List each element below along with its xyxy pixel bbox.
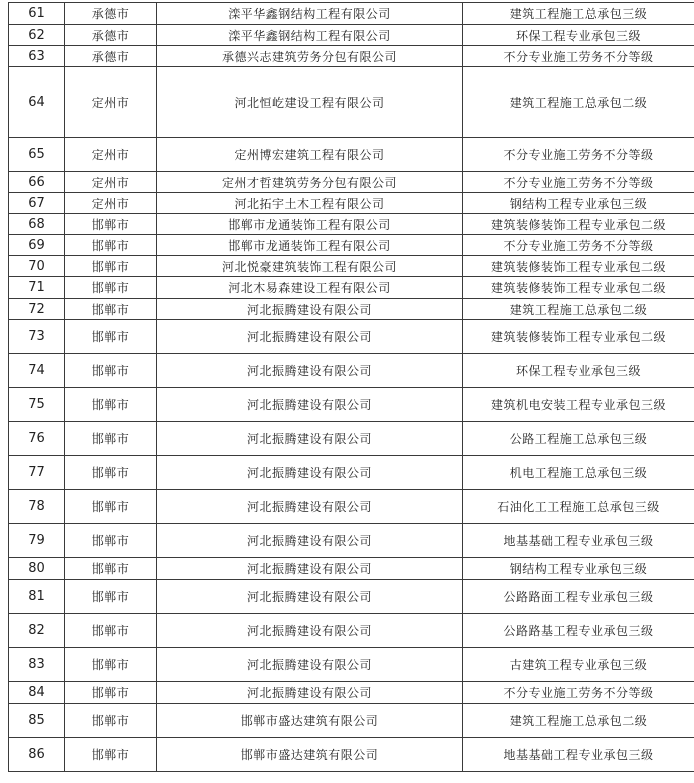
- table-row: [9, 354, 694, 388]
- qualification-cell: 不分专业施工劳务不分等级: [463, 138, 694, 172]
- row-number: 72: [9, 299, 65, 320]
- city-cell: 定州市: [65, 138, 157, 172]
- row-number: 68: [9, 214, 65, 235]
- city-cell: 邯郸市: [65, 682, 157, 704]
- table-row: [9, 299, 694, 320]
- table-row: [9, 580, 694, 614]
- table-row: [9, 193, 694, 214]
- city-cell: 邯郸市: [65, 614, 157, 648]
- row-number: 80: [9, 558, 65, 580]
- qualification-cell: 建筑工程施工总承包三级: [463, 3, 694, 25]
- company-cell: 河北振腾建设有限公司: [157, 490, 463, 524]
- qualification-cell: 公路路面工程专业承包三级: [463, 580, 694, 614]
- row-number: 62: [9, 25, 65, 46]
- company-cell: 承德兴志建筑劳务分包有限公司: [157, 46, 463, 67]
- city-cell: 定州市: [65, 193, 157, 214]
- city-cell: 定州市: [65, 67, 157, 138]
- row-number: 84: [9, 682, 65, 704]
- qualification-cell: 建筑工程施工总承包二级: [463, 704, 694, 738]
- city-cell: 邯郸市: [65, 277, 157, 299]
- table-row: [9, 524, 694, 558]
- qualification-cell: 不分专业施工劳务不分等级: [463, 682, 694, 704]
- city-cell: 邯郸市: [65, 524, 157, 558]
- qualification-cell: 钢结构工程专业承包三级: [463, 558, 694, 580]
- company-cell: 河北悦豪建筑装饰工程有限公司: [157, 256, 463, 277]
- city-cell: 邯郸市: [65, 422, 157, 456]
- qualification-cell: 公路路基工程专业承包三级: [463, 614, 694, 648]
- company-cell: 定州才哲建筑劳务分包有限公司: [157, 172, 463, 193]
- qualification-cell: 公路工程施工总承包三级: [463, 422, 694, 456]
- qualification-cell: 建筑工程施工总承包二级: [463, 299, 694, 320]
- qualification-cell: 地基基础工程专业承包三级: [463, 524, 694, 558]
- company-cell: 河北振腾建设有限公司: [157, 422, 463, 456]
- qualification-cell: 不分专业施工劳务不分等级: [463, 46, 694, 67]
- row-number: 70: [9, 256, 65, 277]
- row-number: 76: [9, 422, 65, 456]
- city-cell: 邯郸市: [65, 490, 157, 524]
- qualification-cell: 建筑装修装饰工程专业承包二级: [463, 320, 694, 354]
- city-cell: 承德市: [65, 25, 157, 46]
- city-cell: 邯郸市: [65, 235, 157, 256]
- company-cell: 河北振腾建设有限公司: [157, 648, 463, 682]
- row-number: 79: [9, 524, 65, 558]
- company-cell: 河北拓宇土木工程有限公司: [157, 193, 463, 214]
- qualification-cell: 建筑工程施工总承包二级: [463, 67, 694, 138]
- row-number: 66: [9, 172, 65, 193]
- row-number: 69: [9, 235, 65, 256]
- company-cell: 邯郸市龙通装饰工程有限公司: [157, 235, 463, 256]
- table-row: [9, 682, 694, 704]
- table-row: [9, 172, 694, 193]
- table-row: [9, 235, 694, 256]
- company-cell: 河北振腾建设有限公司: [157, 580, 463, 614]
- table-row: [9, 648, 694, 682]
- row-number: 74: [9, 354, 65, 388]
- company-cell: 河北振腾建设有限公司: [157, 320, 463, 354]
- table-row: [9, 25, 694, 46]
- qualification-cell: 不分专业施工劳务不分等级: [463, 172, 694, 193]
- row-number: 83: [9, 648, 65, 682]
- city-cell: 邯郸市: [65, 388, 157, 422]
- table-row: [9, 138, 694, 172]
- row-number: 75: [9, 388, 65, 422]
- table-row: [9, 277, 694, 299]
- company-cell: 河北木易森建设工程有限公司: [157, 277, 463, 299]
- company-cell: 邯郸市盛达建筑有限公司: [157, 704, 463, 738]
- city-cell: 承德市: [65, 46, 157, 67]
- table-row: [9, 490, 694, 524]
- company-cell: 河北振腾建设有限公司: [157, 524, 463, 558]
- row-number: 85: [9, 704, 65, 738]
- table-row: [9, 67, 694, 138]
- row-number: 71: [9, 277, 65, 299]
- table-row: [9, 558, 694, 580]
- qualification-cell: 地基基础工程专业承包三级: [463, 738, 694, 772]
- company-cell: 河北振腾建设有限公司: [157, 558, 463, 580]
- qualification-cell: 建筑装修装饰工程专业承包二级: [463, 256, 694, 277]
- city-cell: 邯郸市: [65, 256, 157, 277]
- qualification-cell: 不分专业施工劳务不分等级: [463, 235, 694, 256]
- table-body: [9, 3, 694, 772]
- row-number: 81: [9, 580, 65, 614]
- city-cell: 承德市: [65, 3, 157, 25]
- company-cell: 邯郸市盛达建筑有限公司: [157, 738, 463, 772]
- qualification-cell: 机电工程施工总承包三级: [463, 456, 694, 490]
- company-cell: 河北振腾建设有限公司: [157, 456, 463, 490]
- company-cell: 河北振腾建设有限公司: [157, 614, 463, 648]
- company-cell: 河北振腾建设有限公司: [157, 682, 463, 704]
- city-cell: 邯郸市: [65, 299, 157, 320]
- city-cell: 定州市: [65, 172, 157, 193]
- city-cell: 邯郸市: [65, 580, 157, 614]
- qualification-cell: 建筑装修装饰工程专业承包二级: [463, 277, 694, 299]
- table-row: [9, 320, 694, 354]
- qualification-cell: 钢结构工程专业承包三级: [463, 193, 694, 214]
- qualification-table: [8, 2, 694, 772]
- city-cell: 邯郸市: [65, 738, 157, 772]
- qualification-cell: 古建筑工程专业承包三级: [463, 648, 694, 682]
- city-cell: 邯郸市: [65, 558, 157, 580]
- table-row: [9, 422, 694, 456]
- row-number: 61: [9, 3, 65, 25]
- city-cell: 邯郸市: [65, 704, 157, 738]
- company-cell: 河北振腾建设有限公司: [157, 388, 463, 422]
- row-number: 77: [9, 456, 65, 490]
- row-number: 63: [9, 46, 65, 67]
- qualification-cell: 建筑机电安装工程专业承包三级: [463, 388, 694, 422]
- qualification-cell: 环保工程专业承包三级: [463, 25, 694, 46]
- row-number: 65: [9, 138, 65, 172]
- row-number: 86: [9, 738, 65, 772]
- row-number: 64: [9, 67, 65, 138]
- company-cell: 滦平华鑫钢结构工程有限公司: [157, 3, 463, 25]
- company-cell: 河北振腾建设有限公司: [157, 354, 463, 388]
- row-number: 78: [9, 490, 65, 524]
- row-number: 67: [9, 193, 65, 214]
- qualification-cell: 建筑装修装饰工程专业承包二级: [463, 214, 694, 235]
- company-cell: 河北振腾建设有限公司: [157, 299, 463, 320]
- table-row: [9, 456, 694, 490]
- table-row: [9, 388, 694, 422]
- company-cell: 邯郸市龙通装饰工程有限公司: [157, 214, 463, 235]
- table-row: [9, 3, 694, 25]
- city-cell: 邯郸市: [65, 456, 157, 490]
- row-number: 73: [9, 320, 65, 354]
- city-cell: 邯郸市: [65, 214, 157, 235]
- city-cell: 邯郸市: [65, 648, 157, 682]
- table-row: [9, 46, 694, 67]
- company-cell: 滦平华鑫钢结构工程有限公司: [157, 25, 463, 46]
- city-cell: 邯郸市: [65, 320, 157, 354]
- table-row: [9, 214, 694, 235]
- table-row: [9, 738, 694, 772]
- row-number: 82: [9, 614, 65, 648]
- table-row: [9, 614, 694, 648]
- qualification-cell: 石油化工工程施工总承包三级: [463, 490, 694, 524]
- table-row: [9, 704, 694, 738]
- city-cell: 邯郸市: [65, 354, 157, 388]
- company-cell: 定州博宏建筑工程有限公司: [157, 138, 463, 172]
- qualification-cell: 环保工程专业承包三级: [463, 354, 694, 388]
- company-cell: 河北恒屹建设工程有限公司: [157, 67, 463, 138]
- table-row: [9, 256, 694, 277]
